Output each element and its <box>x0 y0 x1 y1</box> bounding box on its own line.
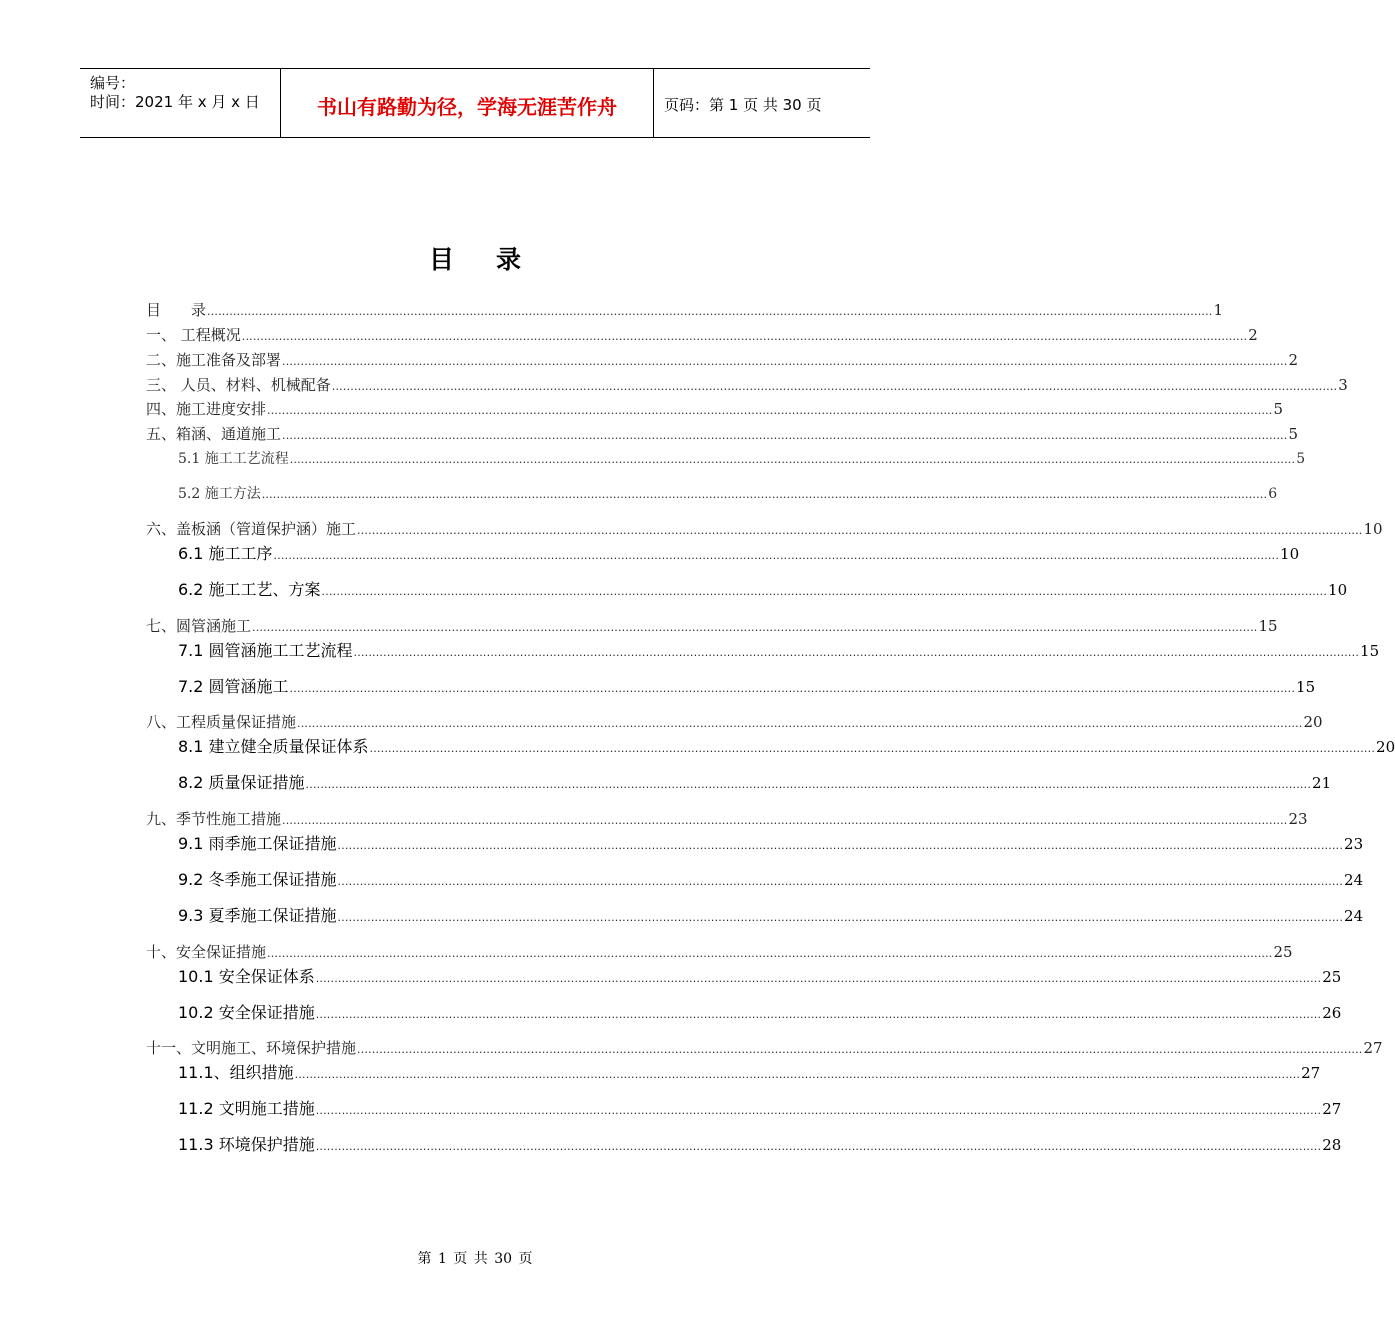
toc-entry-text: 四、施工进度安排 <box>146 400 267 418</box>
toc-entry-page: 15 <box>1258 617 1278 635</box>
toc-entry[interactable] <box>178 737 1395 759</box>
toc-entry[interactable] <box>146 325 1258 347</box>
toc-entry-text: 八、工程质量保证措施 <box>146 713 297 731</box>
header-left-cell <box>80 69 281 137</box>
toc-entry[interactable] <box>146 350 1299 372</box>
toc-entry-text: 十、安全保证措施 <box>146 943 267 961</box>
toc-entry-page: 2 <box>1288 351 1299 369</box>
toc-entry-text: 六、盖板涵（管道保护涵）施工 <box>146 520 357 538</box>
toc-entry-text: 8.2 质量保证措施 <box>178 773 305 792</box>
toc-leader-dots: ................................................................................................................................................................................................................................................................................ <box>261 488 1268 501</box>
header-page-info: 页码：第 1 页 共 30 页 <box>664 96 822 114</box>
toc-leader-dots: ................................................................................................................................................................................................................................................................................ <box>337 839 1344 852</box>
toc-entry-text: 5.2 施工方法 <box>178 486 261 502</box>
toc-entry-page: 21 <box>1312 774 1332 792</box>
header-right-cell <box>654 69 870 137</box>
toc-entry[interactable] <box>146 375 1348 397</box>
toc-entry-page: 5 <box>1296 451 1306 467</box>
toc-entry[interactable] <box>146 1038 1383 1060</box>
toc-leader-dots: ................................................................................................................................................................................................................................................................................ <box>331 380 1338 393</box>
toc-entry-text: 目 录 <box>146 301 207 319</box>
toc-entry-page: 20 <box>1303 713 1323 731</box>
toc-entry-text: 11.2 文明施工措施 <box>178 1099 315 1118</box>
toc-entry-text: 5.1 施工工艺流程 <box>178 451 289 467</box>
toc-entry-page: 20 <box>1376 738 1395 756</box>
toc-leader-dots: ................................................................................................................................................................................................................................................................................ <box>315 1140 1322 1153</box>
toc-entry-page: 27 <box>1322 1100 1342 1118</box>
toc-leader-dots: ................................................................................................................................................................................................................................................................................ <box>369 742 1376 755</box>
toc-entry[interactable] <box>178 967 1342 989</box>
toc-entry-page: 25 <box>1322 968 1342 986</box>
toc-entry-page: 27 <box>1301 1064 1321 1082</box>
toc-leader-dots: ................................................................................................................................................................................................................................................................................ <box>207 305 1213 318</box>
toc-leader-dots: ................................................................................................................................................................................................................................................................................ <box>353 646 1360 659</box>
toc-leader-dots: ................................................................................................................................................................................................................................................................................ <box>357 1043 1363 1056</box>
toc-entry[interactable] <box>146 300 1224 322</box>
toc-entry[interactable] <box>178 580 1348 602</box>
toc-entry-text: 九、季节性施工措施 <box>146 810 282 828</box>
page-footer: 第 1 页 共 30 页 <box>417 1251 533 1267</box>
toc-entry[interactable] <box>178 1063 1321 1085</box>
toc-leader-dots: ................................................................................................................................................................................................................................................................................ <box>294 1068 1301 1081</box>
header-motto-cell <box>281 69 654 137</box>
toc-entry-text: 7.1 圆管涵施工工艺流程 <box>178 641 353 660</box>
toc-entry[interactable] <box>146 399 1284 421</box>
toc-entry-page: 10 <box>1280 545 1300 563</box>
toc-entry[interactable] <box>178 906 1364 928</box>
toc-entry-text: 7.2 圆管涵施工 <box>178 677 289 696</box>
toc-entry[interactable] <box>178 677 1316 699</box>
toc-entry[interactable] <box>178 1099 1342 1121</box>
toc-leader-dots: ................................................................................................................................................................................................................................................................................ <box>315 1008 1322 1021</box>
toc-entry-page: 23 <box>1288 810 1308 828</box>
toc-entry[interactable] <box>146 424 1299 446</box>
toc-title: 目录 <box>428 245 563 274</box>
toc-entry-text: 11.1、组织措施 <box>178 1063 294 1082</box>
toc-entry-text: 三、 人员、材料、机械配备 <box>146 376 331 394</box>
toc-entry-text: 8.1 建立健全质量保证体系 <box>178 737 369 756</box>
toc-entry[interactable] <box>178 484 1278 505</box>
toc-leader-dots: ................................................................................................................................................................................................................................................................................ <box>273 549 1280 562</box>
toc-entry-page: 6 <box>1268 486 1278 502</box>
toc-leader-dots: ................................................................................................................................................................................................................................................................................ <box>241 330 1248 343</box>
toc-entry[interactable] <box>178 449 1306 470</box>
toc-entry-text: 十一、文明施工、环境保护措施 <box>146 1039 357 1057</box>
toc-entry-text: 一、 工程概况 <box>146 326 241 344</box>
toc-entry-page: 25 <box>1273 943 1293 961</box>
toc-entry-page: 15 <box>1296 678 1316 696</box>
toc-entry[interactable] <box>178 870 1364 892</box>
document-number-label: 编号： <box>90 74 136 92</box>
toc-entry-text: 七、圆管涵施工 <box>146 617 252 635</box>
toc-leader-dots: ................................................................................................................................................................................................................................................................................ <box>282 429 1288 442</box>
toc-entry-text: 二、施工准备及部署 <box>146 351 282 369</box>
toc-entry-page: 2 <box>1248 326 1258 344</box>
document-time-label: 时间：2021 年 x 月 x 日 <box>90 93 260 111</box>
toc-leader-dots: ................................................................................................................................................................................................................................................................................ <box>337 875 1344 888</box>
toc-leader-dots: ................................................................................................................................................................................................................................................................................ <box>289 682 1296 695</box>
toc-entry[interactable] <box>178 1003 1342 1025</box>
toc-entry-text: 10.1 安全保证体系 <box>178 967 315 986</box>
toc-entry-text: 6.1 施工工序 <box>178 544 273 563</box>
toc-entry[interactable] <box>146 942 1293 964</box>
toc-leader-dots: ................................................................................................................................................................................................................................................................................ <box>297 717 1303 730</box>
toc-entry-page: 5 <box>1273 400 1284 418</box>
toc-entry-page: 24 <box>1344 907 1364 925</box>
toc-entry-text: 10.2 安全保证措施 <box>178 1003 315 1022</box>
toc-entry[interactable] <box>146 712 1323 734</box>
toc-leader-dots: ................................................................................................................................................................................................................................................................................ <box>267 404 1273 417</box>
toc-entry[interactable] <box>178 544 1300 566</box>
toc-leader-dots: ................................................................................................................................................................................................................................................................................ <box>321 585 1328 598</box>
toc-entry[interactable] <box>146 519 1383 541</box>
toc-entry-page: 28 <box>1322 1136 1342 1154</box>
toc-leader-dots: ................................................................................................................................................................................................................................................................................ <box>252 621 1258 634</box>
toc-leader-dots: ................................................................................................................................................................................................................................................................................ <box>357 524 1363 537</box>
toc-entry-text: 9.2 冬季施工保证措施 <box>178 870 337 889</box>
toc-entry-page: 26 <box>1322 1004 1342 1022</box>
toc-entry-page: 3 <box>1338 376 1348 394</box>
toc-entry-page: 5 <box>1288 425 1299 443</box>
toc-entry-page: 24 <box>1344 871 1364 889</box>
toc-leader-dots: ................................................................................................................................................................................................................................................................................ <box>337 911 1344 924</box>
toc-leader-dots: ................................................................................................................................................................................................................................................................................ <box>267 947 1273 960</box>
header-motto: 书山有路勤为径，学海无涯苦作舟 <box>317 95 617 119</box>
toc-leader-dots: ................................................................................................................................................................................................................................................................................ <box>282 355 1288 368</box>
toc-leader-dots: ................................................................................................................................................................................................................................................................................ <box>315 1104 1322 1117</box>
toc-entry[interactable] <box>178 834 1364 856</box>
toc-entry-page: 15 <box>1360 642 1380 660</box>
toc-entry-text: 五、箱涵、通道施工 <box>146 425 282 443</box>
toc-entry-page: 10 <box>1363 520 1383 538</box>
toc-entry-text: 9.1 雨季施工保证措施 <box>178 834 337 853</box>
toc-entry[interactable] <box>146 809 1308 831</box>
toc-entry-page: 27 <box>1363 1039 1383 1057</box>
toc-leader-dots: ................................................................................................................................................................................................................................................................................ <box>305 778 1312 791</box>
toc-leader-dots: ................................................................................................................................................................................................................................................................................ <box>282 814 1288 827</box>
toc-entry[interactable] <box>178 773 1332 795</box>
page-header <box>80 68 870 138</box>
toc-entry-page: 10 <box>1328 581 1348 599</box>
toc-entry[interactable] <box>178 1135 1342 1157</box>
toc-leader-dots: ................................................................................................................................................................................................................................................................................ <box>315 972 1322 985</box>
toc-leader-dots: ................................................................................................................................................................................................................................................................................ <box>289 453 1296 466</box>
toc-entry-page: 23 <box>1344 835 1364 853</box>
toc-entry-page: 1 <box>1213 301 1224 319</box>
toc-entry[interactable] <box>146 616 1278 638</box>
toc-entry[interactable] <box>178 641 1380 663</box>
toc-entry-text: 6.2 施工工艺、方案 <box>178 580 321 599</box>
toc-entry-text: 11.3 环境保护措施 <box>178 1135 315 1154</box>
toc-entry-text: 9.3 夏季施工保证措施 <box>178 906 337 925</box>
